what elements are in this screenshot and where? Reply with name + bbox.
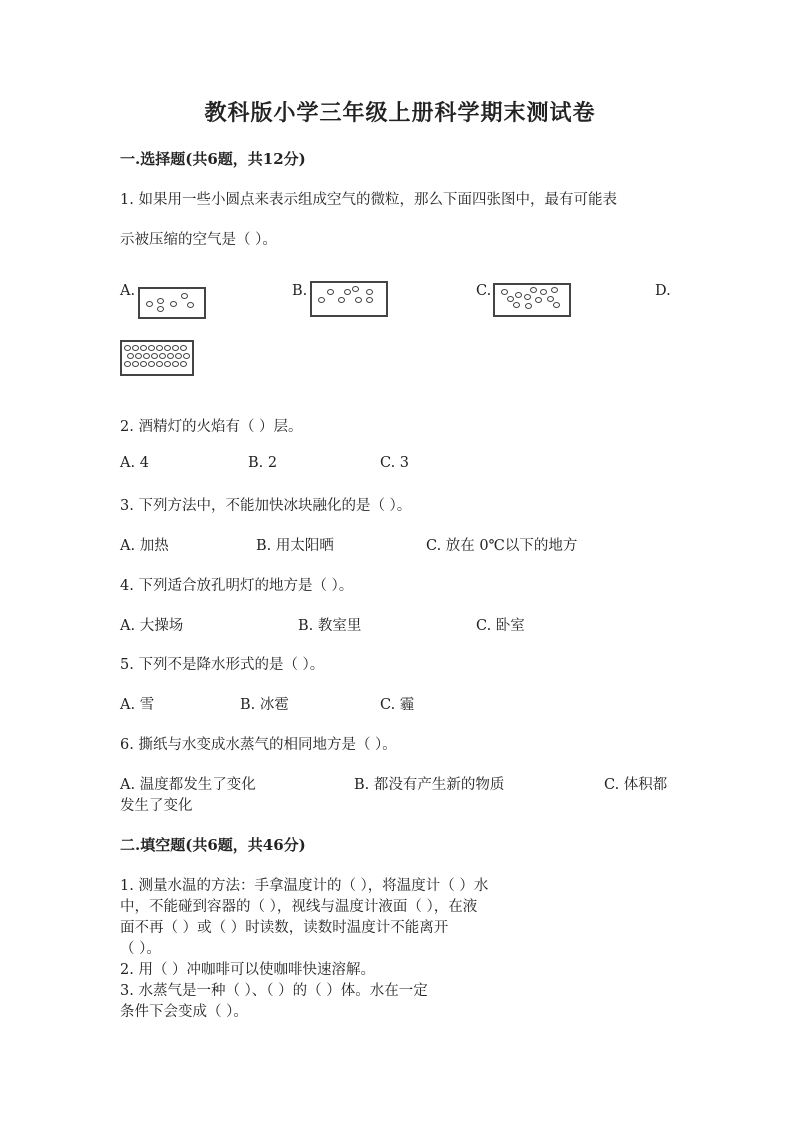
particle-dot (513, 302, 520, 308)
particle-dot (135, 353, 142, 359)
particle-diagram-c (493, 283, 571, 317)
particle-dot (352, 286, 359, 292)
q6-option-c: C. 体积都 (604, 777, 668, 793)
particle-dot (338, 297, 345, 303)
particle-dot (164, 345, 171, 351)
particle-dot (318, 297, 325, 303)
particle-dot (344, 289, 351, 295)
particle-dot (547, 296, 554, 302)
particle-dot (170, 301, 177, 307)
particle-dot (140, 345, 147, 351)
page-title: 教科版小学三年级上册科学期末测试卷 (204, 100, 596, 126)
fill-question-1-line2: 中，不能碰到容器的（ ），视线与温度计液面（ ），在液 (120, 899, 478, 915)
particle-dot (551, 287, 558, 293)
q3-option-c: C. 放在 0℃以下的地方 (426, 538, 578, 554)
question-1-line2: 示被压缩的空气是（ ）。 (120, 232, 277, 248)
q6-option-c-wrap: 发生了变化 (120, 798, 193, 814)
particle-dot (524, 294, 531, 300)
particle-diagram-a (138, 287, 206, 319)
fill-question-1-line4: （ ）。 (120, 941, 161, 957)
q3-option-a: A. 加热 (120, 538, 169, 554)
q1-option-c-label: C. (476, 283, 492, 299)
particle-dot (132, 345, 139, 351)
q2-option-b: B. 2 (248, 455, 278, 471)
fill-question-1-line1: 1. 测量水温的方法：手拿温度计的（ ），将温度计（ ）水 (120, 878, 489, 894)
particle-dot (180, 361, 187, 367)
question-4: 4. 下列适合放孔明灯的地方是（ ）。 (120, 578, 354, 594)
particle-dot (515, 292, 522, 298)
particle-dot (140, 361, 147, 367)
particle-dot (164, 361, 171, 367)
q4-option-b: B. 教室里 (298, 618, 362, 634)
particle-dot (157, 298, 164, 304)
particle-dot (167, 353, 174, 359)
q1-option-d-label: D. (655, 283, 671, 299)
particle-dot (553, 302, 560, 308)
particle-dot (124, 361, 131, 367)
particle-dot (507, 296, 514, 302)
fill-question-1-line3: 面不再（ ）或（ ）时读数，读数时温度计不能离开 (120, 920, 449, 936)
particle-dot (183, 353, 190, 359)
particle-dot (148, 361, 155, 367)
q5-option-c: C. 霾 (380, 697, 415, 713)
q3-option-b: B. 用太阳晒 (256, 538, 334, 554)
q5-option-a: A. 雪 (120, 697, 155, 713)
particle-dot (366, 289, 373, 295)
particle-dot (181, 293, 188, 299)
particle-dot (327, 289, 334, 295)
particle-dot (175, 353, 182, 359)
q4-option-c: C. 卧室 (476, 618, 525, 634)
q2-option-a: A. 4 (120, 455, 149, 471)
fill-question-2: 2. 用（ ）冲咖啡可以使咖啡快速溶解。 (120, 962, 376, 978)
particle-dot (157, 306, 164, 312)
particle-dot (172, 361, 179, 367)
section-heading-fill: 二.填空题(共6题，共46分) (120, 836, 306, 854)
particle-dot (366, 297, 373, 303)
particle-dot (501, 289, 508, 295)
particle-dot (172, 345, 179, 351)
particle-dot (525, 303, 532, 309)
particle-dot (187, 302, 194, 308)
particle-dot (146, 301, 153, 307)
particle-dot (151, 353, 158, 359)
particle-dot (143, 353, 150, 359)
q1-option-b-label: B. (292, 283, 308, 299)
particle-dot (159, 353, 166, 359)
q2-option-c: C. 3 (380, 455, 410, 471)
particle-dot (124, 345, 131, 351)
particle-diagram-b (310, 281, 388, 317)
q5-option-b: B. 冰雹 (240, 697, 289, 713)
particle-dot (132, 361, 139, 367)
particle-dot (530, 287, 537, 293)
question-2: 2. 酒精灯的火焰有（ ）层。 (120, 419, 303, 435)
particle-dot (156, 361, 163, 367)
particle-dot (148, 345, 155, 351)
q6-option-a: A. 温度都发生了变化 (120, 777, 256, 793)
q4-option-a: A. 大操场 (120, 618, 184, 634)
particle-dot (535, 297, 542, 303)
q1-option-a-label: A. (120, 283, 136, 299)
particle-dot (540, 289, 547, 295)
particle-dot (156, 345, 163, 351)
particle-dot (127, 353, 134, 359)
particle-dot (355, 297, 362, 303)
question-3: 3. 下列方法中，不能加快冰块融化的是（ ）。 (120, 498, 412, 514)
question-1-line1: 1. 如果用一些小圆点来表示组成空气的微粒，那么下面四张图中，最有可能表 (120, 192, 617, 208)
question-6: 6. 撕纸与水变成水蒸气的相同地方是（ ）。 (120, 737, 397, 753)
particle-diagram-d (120, 340, 194, 376)
fill-question-3-line2: 条件下会变成（ ）。 (120, 1004, 248, 1020)
q6-option-b: B. 都没有产生新的物质 (354, 777, 505, 793)
question-5: 5. 下列不是降水形式的是（ ）。 (120, 657, 325, 673)
section-heading-choice: 一.选择题(共6题，共12分) (120, 150, 306, 168)
fill-question-3-line1: 3. 水蒸气是一种（ ）、（ ）的（ ）体。水在一定 (120, 983, 428, 999)
particle-dot (180, 345, 187, 351)
